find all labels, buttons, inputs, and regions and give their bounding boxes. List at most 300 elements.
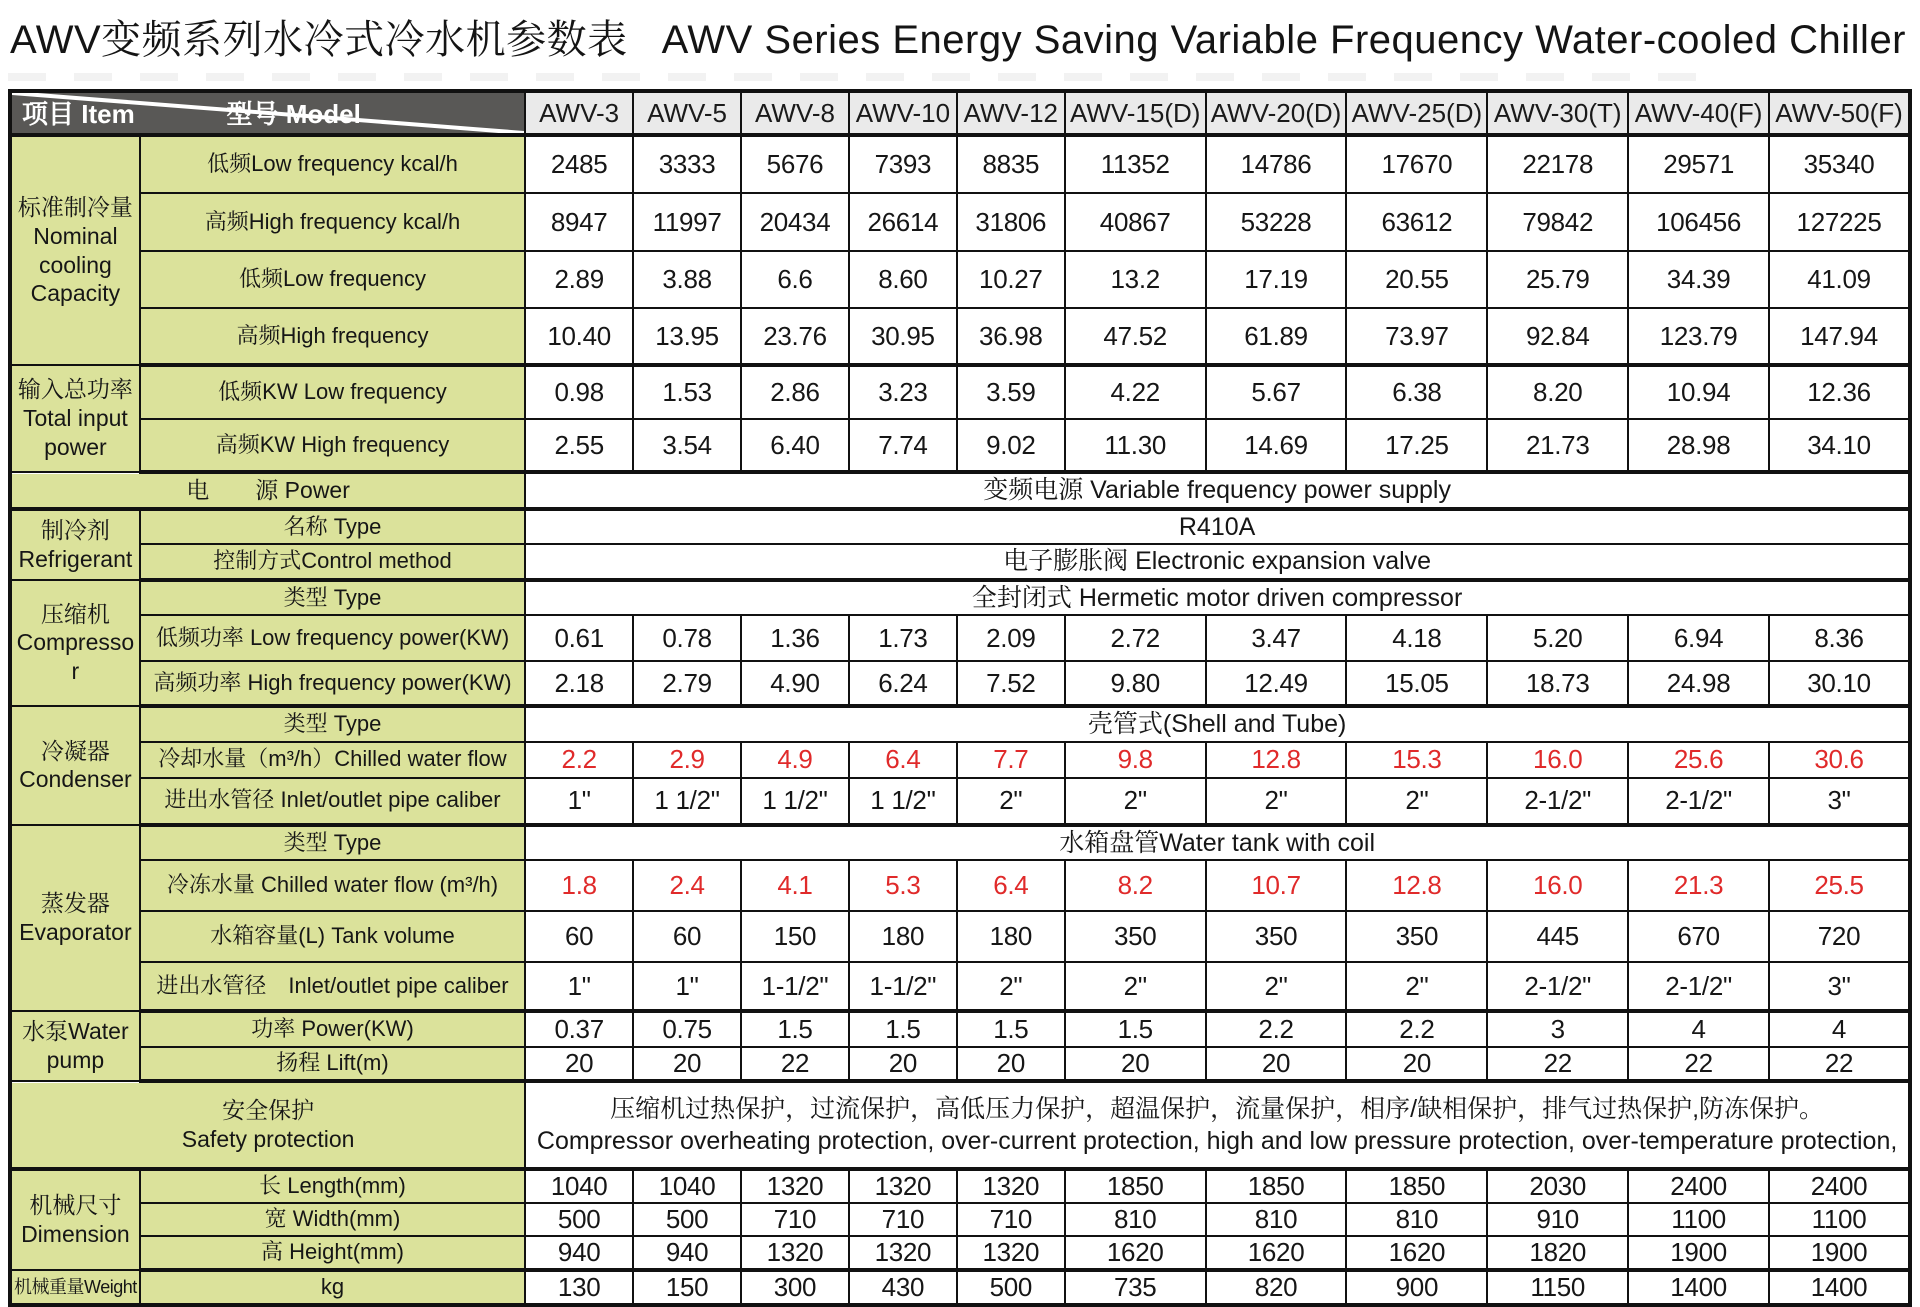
value-cell: 5676 xyxy=(741,135,849,193)
value-cell: 15.05 xyxy=(1346,661,1487,706)
value-cell: 4.18 xyxy=(1346,615,1487,661)
value-cell: 47.52 xyxy=(1065,308,1206,365)
value-cell: 1 1/2" xyxy=(741,778,849,825)
group-label: 压缩机 Compressor xyxy=(10,580,140,707)
value-cell: 1.5 xyxy=(849,1011,957,1047)
row-label: 控制方式Control method xyxy=(140,544,525,580)
value-cell: 60 xyxy=(525,911,633,962)
value-cell: 73.97 xyxy=(1346,308,1487,365)
value-cell: 1620 xyxy=(1065,1236,1206,1270)
value-cell: 17.19 xyxy=(1206,251,1347,308)
value-cell: 810 xyxy=(1206,1203,1347,1236)
value-cell: 34.39 xyxy=(1628,251,1769,308)
row-label: 冷冻水量 Chilled water flow (m³/h) xyxy=(140,860,525,911)
value-cell: 0.37 xyxy=(525,1011,633,1047)
value-cell: 3 xyxy=(1487,1011,1628,1047)
value-cell: 2.86 xyxy=(741,365,849,419)
value-cell: 1 1/2" xyxy=(633,778,741,825)
row-label: 类型 Type xyxy=(140,580,525,616)
value-cell: 8.20 xyxy=(1487,365,1628,419)
spec-table xyxy=(8,89,1912,1307)
value-cell: 12.8 xyxy=(1346,860,1487,911)
value-cell: 1900 xyxy=(1769,1236,1910,1270)
value-cell: 2" xyxy=(1206,962,1347,1011)
row-label: 低频Low frequency kcal/h xyxy=(140,135,525,193)
value-cell: 30.10 xyxy=(1769,661,1910,706)
value-cell: 500 xyxy=(633,1203,741,1236)
value-cell: 53228 xyxy=(1206,193,1347,251)
model-header-awv-5: AWV-5 xyxy=(633,91,741,135)
table-row xyxy=(10,544,1910,580)
table-row xyxy=(10,1236,1910,1270)
value-cell: 4.1 xyxy=(741,860,849,911)
row-label: 高频功率 High frequency power(KW) xyxy=(140,661,525,706)
value-cell: 1.8 xyxy=(525,860,633,911)
value-cell: 2400 xyxy=(1628,1169,1769,1203)
value-cell: 9.80 xyxy=(1065,661,1206,706)
value-cell: 300 xyxy=(741,1270,849,1305)
table-row xyxy=(10,1047,1910,1081)
value-cell: 735 xyxy=(1065,1270,1206,1305)
value-cell: 2-1/2" xyxy=(1628,962,1769,1011)
row-label: 扬程 Lift(m) xyxy=(140,1047,525,1081)
value-cell: 1" xyxy=(525,962,633,1011)
value-cell: 14786 xyxy=(1206,135,1347,193)
value-cell: 6.94 xyxy=(1628,615,1769,661)
value-cell: 1" xyxy=(633,962,741,1011)
table-row xyxy=(10,778,1910,825)
value-cell: 20 xyxy=(633,1047,741,1081)
value-cell: 1320 xyxy=(741,1169,849,1203)
value-cell: 22178 xyxy=(1487,135,1628,193)
value-cell: 2.2 xyxy=(1346,1011,1487,1047)
value-cell: 810 xyxy=(1346,1203,1487,1236)
value-cell: 1-1/2" xyxy=(741,962,849,1011)
value-cell: 1320 xyxy=(957,1169,1065,1203)
value-cell: 1.5 xyxy=(741,1011,849,1047)
row-label: 高频High frequency kcal/h xyxy=(140,193,525,251)
value-cell: 445 xyxy=(1487,911,1628,962)
span-value-cell: 变频电源 Variable frequency power supply xyxy=(525,472,1910,509)
table-row xyxy=(10,962,1910,1011)
value-cell: 41.09 xyxy=(1769,251,1910,308)
value-cell: 350 xyxy=(1346,911,1487,962)
value-cell: 500 xyxy=(525,1203,633,1236)
value-cell: 2" xyxy=(1346,778,1487,825)
value-cell: 350 xyxy=(1206,911,1347,962)
value-cell: 127225 xyxy=(1769,193,1910,251)
span-value-cell xyxy=(525,1081,1910,1169)
model-header-awv-12: AWV-12 xyxy=(957,91,1065,135)
value-cell: 3.88 xyxy=(633,251,741,308)
row-label: 宽 Width(mm) xyxy=(140,1203,525,1236)
value-cell: 8.60 xyxy=(849,251,957,308)
value-cell: 3" xyxy=(1769,962,1910,1011)
value-cell: 8835 xyxy=(957,135,1065,193)
table-row xyxy=(10,615,1910,661)
value-cell: 130 xyxy=(525,1270,633,1305)
value-cell: 20434 xyxy=(741,193,849,251)
group-label: 标准制冷量 Nominal cooling Capacity xyxy=(10,135,140,365)
value-cell: 5.3 xyxy=(849,860,957,911)
value-cell: 10.94 xyxy=(1628,365,1769,419)
value-cell: 1.73 xyxy=(849,615,957,661)
value-cell: 820 xyxy=(1206,1270,1347,1305)
value-cell: 17.25 xyxy=(1346,419,1487,472)
table-row xyxy=(10,1081,1910,1169)
table-row xyxy=(10,911,1910,962)
value-cell: 1100 xyxy=(1628,1203,1769,1236)
value-cell: 20.55 xyxy=(1346,251,1487,308)
text-line: 安全保护 xyxy=(222,1097,315,1124)
group-label: 输入总功率 Total input power xyxy=(10,365,140,472)
value-cell: 3" xyxy=(1769,778,1910,825)
value-cell: 6.38 xyxy=(1346,365,1487,419)
value-cell: 25.79 xyxy=(1487,251,1628,308)
value-cell: 2-1/2" xyxy=(1628,778,1769,825)
value-cell: 0.78 xyxy=(633,615,741,661)
table-row xyxy=(10,661,1910,706)
value-cell: 20 xyxy=(849,1047,957,1081)
value-cell: 2.09 xyxy=(957,615,1065,661)
value-cell: 10.40 xyxy=(525,308,633,365)
value-cell: 9.8 xyxy=(1065,742,1206,778)
table-row xyxy=(10,580,1910,616)
value-cell: 1320 xyxy=(849,1236,957,1270)
value-cell: 2.79 xyxy=(633,661,741,706)
table-row xyxy=(10,742,1910,778)
value-cell: 1100 xyxy=(1769,1203,1910,1236)
value-cell: 25.5 xyxy=(1769,860,1910,911)
value-cell: 670 xyxy=(1628,911,1769,962)
text-line: Safety protection xyxy=(181,1126,355,1152)
value-cell: 940 xyxy=(633,1236,741,1270)
model-header-awv-10: AWV-10 xyxy=(849,91,957,135)
value-cell: 1.53 xyxy=(633,365,741,419)
value-cell: 2.55 xyxy=(525,419,633,472)
value-cell: 430 xyxy=(849,1270,957,1305)
value-cell: 2.2 xyxy=(1206,1011,1347,1047)
value-cell: 21.3 xyxy=(1628,860,1769,911)
row-label: 低频功率 Low frequency power(KW) xyxy=(140,615,525,661)
value-cell: 15.3 xyxy=(1346,742,1487,778)
value-cell: 29571 xyxy=(1628,135,1769,193)
table-header-row xyxy=(10,91,1910,135)
row-label: 高 Height(mm) xyxy=(140,1236,525,1270)
table-row xyxy=(10,1270,1910,1305)
row-label: 高频High frequency xyxy=(140,308,525,365)
table-row xyxy=(10,251,1910,308)
row-label: 高频KW High frequency xyxy=(140,419,525,472)
model-header-awv-30(t): AWV-30(T) xyxy=(1487,91,1628,135)
table-row xyxy=(10,472,1910,509)
model-header-awv-3: AWV-3 xyxy=(525,91,633,135)
value-cell: 40867 xyxy=(1065,193,1206,251)
value-cell: 14.69 xyxy=(1206,419,1347,472)
value-cell: 25.6 xyxy=(1628,742,1769,778)
model-header-awv-8: AWV-8 xyxy=(741,91,849,135)
value-cell: 17670 xyxy=(1346,135,1487,193)
row-label xyxy=(10,1081,525,1169)
value-cell: 20 xyxy=(1206,1047,1347,1081)
value-cell: 3333 xyxy=(633,135,741,193)
value-cell: 35340 xyxy=(1769,135,1910,193)
value-cell: 1900 xyxy=(1628,1236,1769,1270)
value-cell: 11352 xyxy=(1065,135,1206,193)
value-cell: 910 xyxy=(1487,1203,1628,1236)
value-cell: 710 xyxy=(741,1203,849,1236)
value-cell: 6.24 xyxy=(849,661,957,706)
value-cell: 23.76 xyxy=(741,308,849,365)
group-label: 蒸发器 Evaporator xyxy=(10,825,140,1012)
value-cell: 2030 xyxy=(1487,1169,1628,1203)
value-cell: 8.36 xyxy=(1769,615,1910,661)
value-cell: 4.9 xyxy=(741,742,849,778)
table-row xyxy=(10,825,1910,861)
group-label: 机械重量Weight xyxy=(10,1270,140,1305)
table-row xyxy=(10,365,1910,419)
value-cell: 1040 xyxy=(633,1169,741,1203)
value-cell: 150 xyxy=(741,911,849,962)
value-cell: 1620 xyxy=(1206,1236,1347,1270)
group-label: 机械尺寸 Dimension xyxy=(10,1169,140,1270)
value-cell: 6.4 xyxy=(957,860,1065,911)
value-cell: 22 xyxy=(1487,1047,1628,1081)
value-cell: 1" xyxy=(525,778,633,825)
value-cell: 940 xyxy=(525,1236,633,1270)
value-cell: 2" xyxy=(1206,778,1347,825)
value-cell: 30.6 xyxy=(1769,742,1910,778)
row-label: 低频Low frequency xyxy=(140,251,525,308)
value-cell: 4.90 xyxy=(741,661,849,706)
table-row xyxy=(10,1169,1910,1203)
value-cell: 2.4 xyxy=(633,860,741,911)
value-cell: 2" xyxy=(957,778,1065,825)
item-header-label: 项目 Item xyxy=(22,99,135,129)
span-value-cell: 壳管式(Shell and Tube) xyxy=(525,706,1910,742)
value-cell: 2-1/2" xyxy=(1487,962,1628,1011)
title-chinese: AWV变频系列水冷式冷水机参数表 xyxy=(10,18,628,62)
value-cell: 0.75 xyxy=(633,1011,741,1047)
value-cell: 0.98 xyxy=(525,365,633,419)
value-cell: 4.22 xyxy=(1065,365,1206,419)
row-label: 名称 Type xyxy=(140,509,525,545)
value-cell: 22 xyxy=(1628,1047,1769,1081)
value-cell: 1 1/2" xyxy=(849,778,957,825)
value-cell: 710 xyxy=(849,1203,957,1236)
value-cell: 3.23 xyxy=(849,365,957,419)
value-cell: 26614 xyxy=(849,193,957,251)
row-label: 电 源 Power xyxy=(10,472,525,509)
value-cell: 13.2 xyxy=(1065,251,1206,308)
value-cell: 20 xyxy=(1346,1047,1487,1081)
value-cell: 20 xyxy=(957,1047,1065,1081)
model-header-label: 型号 Model xyxy=(226,99,361,129)
value-cell: 79842 xyxy=(1487,193,1628,251)
value-cell: 4 xyxy=(1628,1011,1769,1047)
value-cell: 22 xyxy=(741,1047,849,1081)
value-cell: 10.27 xyxy=(957,251,1065,308)
value-cell: 1.36 xyxy=(741,615,849,661)
value-cell: 1820 xyxy=(1487,1236,1628,1270)
value-cell: 1320 xyxy=(957,1236,1065,1270)
value-cell: 16.0 xyxy=(1487,860,1628,911)
value-cell: 500 xyxy=(957,1270,1065,1305)
span-value-cell: 全封闭式 Hermetic motor driven compressor xyxy=(525,580,1910,616)
title-english: AWV Series Energy Saving Variable Frequency Water-cooled Chiller xyxy=(661,18,1907,62)
value-cell: 5.67 xyxy=(1206,365,1347,419)
value-cell: 900 xyxy=(1346,1270,1487,1305)
row-label: 水箱容量(L) Tank volume xyxy=(140,911,525,962)
value-cell: 2" xyxy=(1065,962,1206,1011)
value-cell: 1620 xyxy=(1346,1236,1487,1270)
value-cell: 2" xyxy=(957,962,1065,1011)
table-row xyxy=(10,509,1910,545)
text-line: Compressor overheating protection, over-current protection, high and low pressure protection, over-temperature protection, xyxy=(536,1127,1898,1155)
value-cell: 2.9 xyxy=(633,742,741,778)
value-cell: 7.52 xyxy=(957,661,1065,706)
value-cell: 12.8 xyxy=(1206,742,1347,778)
value-cell: 0.61 xyxy=(525,615,633,661)
divider xyxy=(8,73,1708,81)
group-label: 制冷剂 Refrigerant xyxy=(10,509,140,580)
value-cell: 720 xyxy=(1769,911,1910,962)
value-cell: 4 xyxy=(1769,1011,1910,1047)
row-label: 进出水管径 Inlet/outlet pipe caliber xyxy=(140,778,525,825)
value-cell: 1850 xyxy=(1206,1169,1347,1203)
value-cell: 1400 xyxy=(1628,1270,1769,1305)
span-value-cell: 电子膨胀阀 Electronic expansion valve xyxy=(525,544,1910,580)
row-label: kg xyxy=(140,1270,525,1305)
value-cell: 2.89 xyxy=(525,251,633,308)
table-row xyxy=(10,860,1910,911)
value-cell: 2.72 xyxy=(1065,615,1206,661)
table-row xyxy=(10,193,1910,251)
model-header-awv-40(f): AWV-40(F) xyxy=(1628,91,1769,135)
value-cell: 2-1/2" xyxy=(1487,778,1628,825)
value-cell: 6.6 xyxy=(741,251,849,308)
value-cell: 1850 xyxy=(1346,1169,1487,1203)
value-cell: 2485 xyxy=(525,135,633,193)
group-label: 水泵Water pump xyxy=(10,1011,140,1081)
text-line: 压缩机过热保护，过流保护，高低压力保护，超温保护，流量保护，相序/缺相保护，排气过热保护,防冻保护。 xyxy=(610,1094,1825,1123)
value-cell: 22 xyxy=(1769,1047,1910,1081)
value-cell: 810 xyxy=(1065,1203,1206,1236)
value-cell: 34.10 xyxy=(1769,419,1910,472)
value-cell: 180 xyxy=(849,911,957,962)
value-cell: 106456 xyxy=(1628,193,1769,251)
value-cell: 2.2 xyxy=(525,742,633,778)
value-cell: 16.0 xyxy=(1487,742,1628,778)
value-cell: 7.7 xyxy=(957,742,1065,778)
value-cell: 13.95 xyxy=(633,308,741,365)
value-cell: 60 xyxy=(633,911,741,962)
value-cell: 20 xyxy=(1065,1047,1206,1081)
value-cell: 7.74 xyxy=(849,419,957,472)
value-cell: 2400 xyxy=(1769,1169,1910,1203)
value-cell: 11.30 xyxy=(1065,419,1206,472)
value-cell: 1400 xyxy=(1769,1270,1910,1305)
value-cell: 1850 xyxy=(1065,1169,1206,1203)
value-cell: 30.95 xyxy=(849,308,957,365)
value-cell: 123.79 xyxy=(1628,308,1769,365)
value-cell: 31806 xyxy=(957,193,1065,251)
value-cell: 2" xyxy=(1346,962,1487,1011)
row-label: 功率 Power(KW) xyxy=(140,1011,525,1047)
row-label: 进出水管径 Inlet/outlet pipe caliber xyxy=(140,962,525,1011)
value-cell: 3.59 xyxy=(957,365,1065,419)
group-label: 冷凝器 Condenser xyxy=(10,706,140,825)
value-cell: 63612 xyxy=(1346,193,1487,251)
value-cell: 28.98 xyxy=(1628,419,1769,472)
value-cell: 8947 xyxy=(525,193,633,251)
value-cell: 12.36 xyxy=(1769,365,1910,419)
value-cell: 24.98 xyxy=(1628,661,1769,706)
value-cell: 21.73 xyxy=(1487,419,1628,472)
value-cell: 350 xyxy=(1065,911,1206,962)
value-cell: 92.84 xyxy=(1487,308,1628,365)
table-row xyxy=(10,1011,1910,1047)
row-label: 冷却水量（m³/h）Chilled water flow xyxy=(140,742,525,778)
span-value-cell: R410A xyxy=(525,509,1910,545)
value-cell: 8.2 xyxy=(1065,860,1206,911)
page-title xyxy=(8,6,1912,71)
value-cell: 11997 xyxy=(633,193,741,251)
value-cell: 2" xyxy=(1065,778,1206,825)
value-cell: 10.7 xyxy=(1206,860,1347,911)
value-cell: 3.47 xyxy=(1206,615,1347,661)
value-cell: 61.89 xyxy=(1206,308,1347,365)
value-cell: 1040 xyxy=(525,1169,633,1203)
value-cell: 5.20 xyxy=(1487,615,1628,661)
span-value-cell: 水箱盘管Water tank with coil xyxy=(525,825,1910,861)
value-cell: 150 xyxy=(633,1270,741,1305)
value-cell: 3.54 xyxy=(633,419,741,472)
row-label: 类型 Type xyxy=(140,706,525,742)
row-label: 类型 Type xyxy=(140,825,525,861)
value-cell: 1320 xyxy=(849,1169,957,1203)
value-cell: 20 xyxy=(525,1047,633,1081)
value-cell: 147.94 xyxy=(1769,308,1910,365)
diagonal-header-cell xyxy=(10,91,525,135)
model-header-awv-20(d): AWV-20(D) xyxy=(1206,91,1347,135)
model-header-awv-50(f): AWV-50(F) xyxy=(1769,91,1910,135)
row-label: 低频KW Low frequency xyxy=(140,365,525,419)
value-cell: 12.49 xyxy=(1206,661,1347,706)
table-row xyxy=(10,419,1910,472)
table-row xyxy=(10,135,1910,193)
model-header-awv-25(d): AWV-25(D) xyxy=(1346,91,1487,135)
value-cell: 1320 xyxy=(741,1236,849,1270)
table-row xyxy=(10,1203,1910,1236)
value-cell: 6.4 xyxy=(849,742,957,778)
model-header-awv-15(d): AWV-15(D) xyxy=(1065,91,1206,135)
row-label: 长 Length(mm) xyxy=(140,1169,525,1203)
value-cell: 710 xyxy=(957,1203,1065,1236)
value-cell: 1.5 xyxy=(1065,1011,1206,1047)
value-cell: 36.98 xyxy=(957,308,1065,365)
value-cell: 1150 xyxy=(1487,1270,1628,1305)
value-cell: 9.02 xyxy=(957,419,1065,472)
value-cell: 6.40 xyxy=(741,419,849,472)
value-cell: 2.18 xyxy=(525,661,633,706)
value-cell: 1-1/2" xyxy=(849,962,957,1011)
value-cell: 1.5 xyxy=(957,1011,1065,1047)
table-row xyxy=(10,308,1910,365)
value-cell: 180 xyxy=(957,911,1065,962)
value-cell: 18.73 xyxy=(1487,661,1628,706)
value-cell: 7393 xyxy=(849,135,957,193)
